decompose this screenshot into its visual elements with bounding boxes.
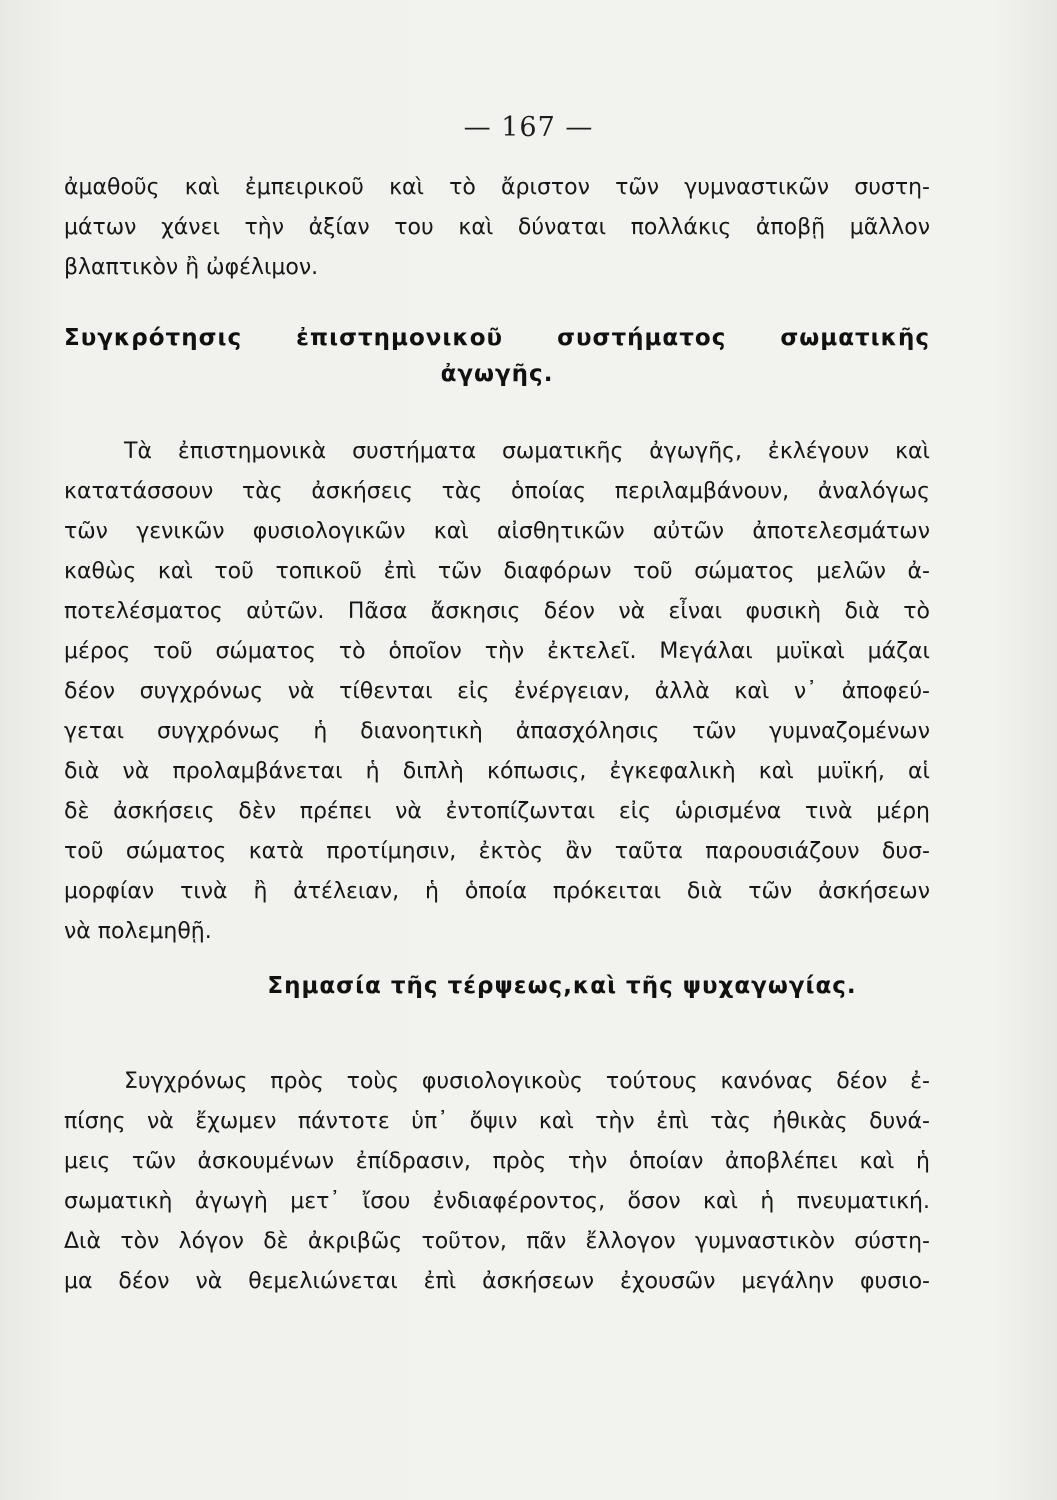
paragraph-2 bbox=[64, 432, 930, 952]
paragraph-line: μέρος τοῦ σώματος τὸ ὁποῖον τὴν ἐκτελεῖ. Μεγάλαι μυϊκαὶ μάζαι bbox=[64, 639, 930, 664]
section-heading-1 bbox=[64, 320, 930, 392]
paragraph-line: βλαπτικὸν ἢ ὠφέλιμον. bbox=[64, 255, 319, 280]
paragraph-line: δὲ ἀσκήσεις δὲν πρέπει νὰ ἐντοπίζωνται εἰς ὡρισμένα τινὰ μέρη bbox=[64, 799, 930, 824]
paragraph-line: πίσης νὰ ἔχωμεν πάντοτε ὑπ᾽ ὄψιν καὶ τὴν ἐπὶ τὰς ἠθικὰς δυνά- bbox=[64, 1109, 930, 1134]
section-heading-2 bbox=[64, 968, 930, 1004]
paragraph-3 bbox=[64, 1062, 930, 1302]
paragraph-line: Διὰ τὸν λόγον δὲ ἀκριβῶς τοῦτον, πᾶν ἔλλογον γυμναστικὸν σύστη- bbox=[64, 1229, 930, 1254]
paragraph-line: ποτελέσματος αὐτῶν. Πᾶσα ἄσκησις δέον νὰ εἶναι φυσικὴ διὰ τὸ bbox=[64, 599, 930, 624]
paragraph-line: Τὰ ἐπιστημονικὰ συστήματα σωματικῆς ἀγωγῆς, ἐκλέγουν καὶ bbox=[124, 439, 930, 464]
paragraph-1 bbox=[64, 168, 930, 288]
paragraph-line: δέον συγχρόνως νὰ τίθενται εἰς ἐνέργειαν, ἀλλὰ καὶ ν᾽ ἀποφεύ- bbox=[64, 679, 930, 704]
heading-line: Σημασία τῆς τέρψεως,καὶ τῆς ψυχαγωγίας. bbox=[267, 973, 857, 999]
paragraph-line: κατατάσσουν τὰς ἀσκήσεις τὰς ὁποίας περιλαμβάνουν, ἀναλόγως bbox=[64, 479, 930, 504]
page-number: — 167 — bbox=[463, 112, 594, 143]
paragraph-line: καθὼς καὶ τοῦ τοπικοῦ ἐπὶ τῶν διαφόρων τοῦ σώματος μελῶν ἀ- bbox=[64, 559, 930, 584]
paragraph-line: Συγχρόνως πρὸς τοὺς φυσιολογικοὺς τούτους κανόνας δέον ἐ- bbox=[124, 1069, 930, 1094]
paragraph-line: γεται συγχρόνως ἡ διανοητικὴ ἀπασχόλησις τῶν γυμναζομένων bbox=[64, 719, 930, 744]
paragraph-line: μεις τῶν ἀσκουμένων ἐπίδρασιν, πρὸς τὴν ὁποίαν ἀποβλέπει καὶ ἡ bbox=[64, 1149, 930, 1174]
paragraph-line: νὰ πολεμηθῇ. bbox=[64, 919, 212, 944]
paragraph-line: τῶν γενικῶν φυσιολογικῶν καὶ αἰσθητικῶν αὐτῶν ἀποτελεσμάτων bbox=[64, 519, 930, 544]
paragraph-line: μάτων χάνει τὴν ἀξίαν του καὶ δύναται πολλάκις ἀποβῇ μᾶλλον bbox=[64, 215, 930, 240]
paragraph-line: διὰ νὰ προλαμβάνεται ἡ διπλὴ κόπωσις, ἐγκεφαλικὴ καὶ μυϊκή, αἱ bbox=[64, 759, 930, 784]
heading-line: Συγκρότησις ἐπιστημονικοῦ συστήματος σωματικῆς bbox=[64, 325, 930, 351]
paragraph-line: τοῦ σώματος κατὰ προτίμησιν, ἐκτὸς ἂν ταῦτα παρουσιάζουν δυσ- bbox=[64, 839, 930, 864]
paragraph-line: μα δέον νὰ θεμελιώνεται ἐπὶ ἀσκήσεων ἐχουσῶν μεγάλην φυσιο- bbox=[64, 1269, 930, 1294]
paragraph-line: σωματικὴ ἀγωγὴ μετ᾽ ἴσου ἐνδιαφέροντος, ὅσον καὶ ἡ πνευματική. bbox=[64, 1189, 930, 1214]
heading-line: ἀγωγῆς. bbox=[440, 361, 554, 387]
paragraph-line: ἀμαθοῦς καὶ ἐμπειρικοῦ καὶ τὸ ἄριστον τῶν γυμναστικῶν συστη- bbox=[64, 175, 930, 200]
paragraph-line: μορφίαν τινὰ ἢ ἀτέλειαν, ἡ ὁποία πρόκειται διὰ τῶν ἀσκήσεων bbox=[64, 879, 930, 904]
